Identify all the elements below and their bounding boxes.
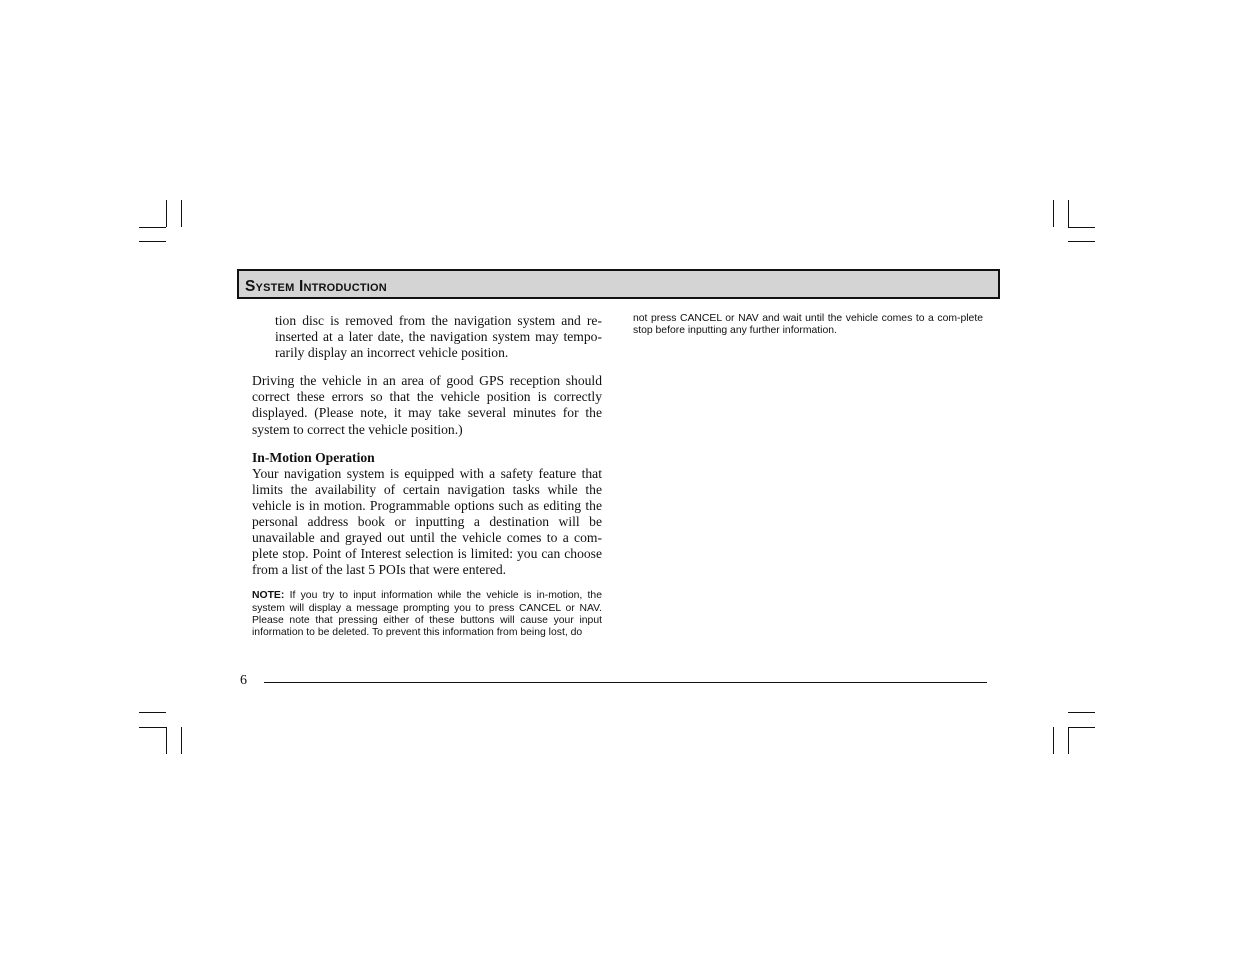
- crop-mark: [1068, 712, 1095, 713]
- crop-mark: [1068, 241, 1095, 242]
- continued-paragraph: tion disc is removed from the navigation system and re-inserted at a later date, the navigation system may tempo-rarily display an incorrect vehicle position.: [275, 313, 602, 361]
- crop-mark: [139, 712, 166, 713]
- crop-mark: [1068, 727, 1069, 754]
- crop-mark: [181, 727, 182, 754]
- crop-mark: [139, 227, 166, 228]
- note-text: If you try to input information while the vehicle is in-motion, the system will display a message prompting you to press CANCEL or NAV. Please note that pressing either of these buttons will cause your input information to be deleted. To prevent this information from being lost, do: [252, 590, 602, 639]
- crop-mark: [1068, 200, 1069, 227]
- note-label: NOTE:: [252, 590, 285, 602]
- crop-mark: [166, 727, 167, 754]
- crop-mark: [166, 200, 167, 227]
- crop-mark: [1068, 727, 1095, 728]
- in-motion-paragraph: Your navigation system is equipped with a safety feature that limits the availability of certain navigation tasks while the vehicle is in motion. Programmable options such as editing the personal address book or inputting a destination will be unavailable and grayed out until the vehicle comes to a com-plete stop. Point of Interest selection is limited: you can choose from a list of the last 5 POIs that were entered.: [252, 465, 602, 578]
- crop-mark: [1053, 727, 1054, 754]
- footer-rule: [264, 682, 987, 683]
- section-header-bar: [237, 269, 1000, 299]
- crop-mark: [1053, 200, 1054, 227]
- section-title: System Introduction: [245, 278, 387, 295]
- gps-paragraph: Driving the vehicle in an area of good GPS reception should correct these errors so that the vehicle position is correctly displayed. (Please note, it may take several minutes for the system to correct the vehicle position.): [252, 373, 602, 437]
- crop-mark: [181, 200, 182, 227]
- page-number: 6: [240, 673, 247, 688]
- section-heading: In-Motion Operation: [252, 449, 375, 465]
- right-column: [633, 313, 983, 338]
- crop-mark: [139, 727, 166, 728]
- note-continued: not press CANCEL or NAV and wait until the vehicle comes to a com-plete stop before inputting any further information.: [633, 313, 983, 337]
- crop-mark: [1068, 227, 1095, 228]
- note-paragraph: [252, 590, 602, 639]
- left-column: [252, 313, 602, 640]
- crop-mark: [139, 241, 166, 242]
